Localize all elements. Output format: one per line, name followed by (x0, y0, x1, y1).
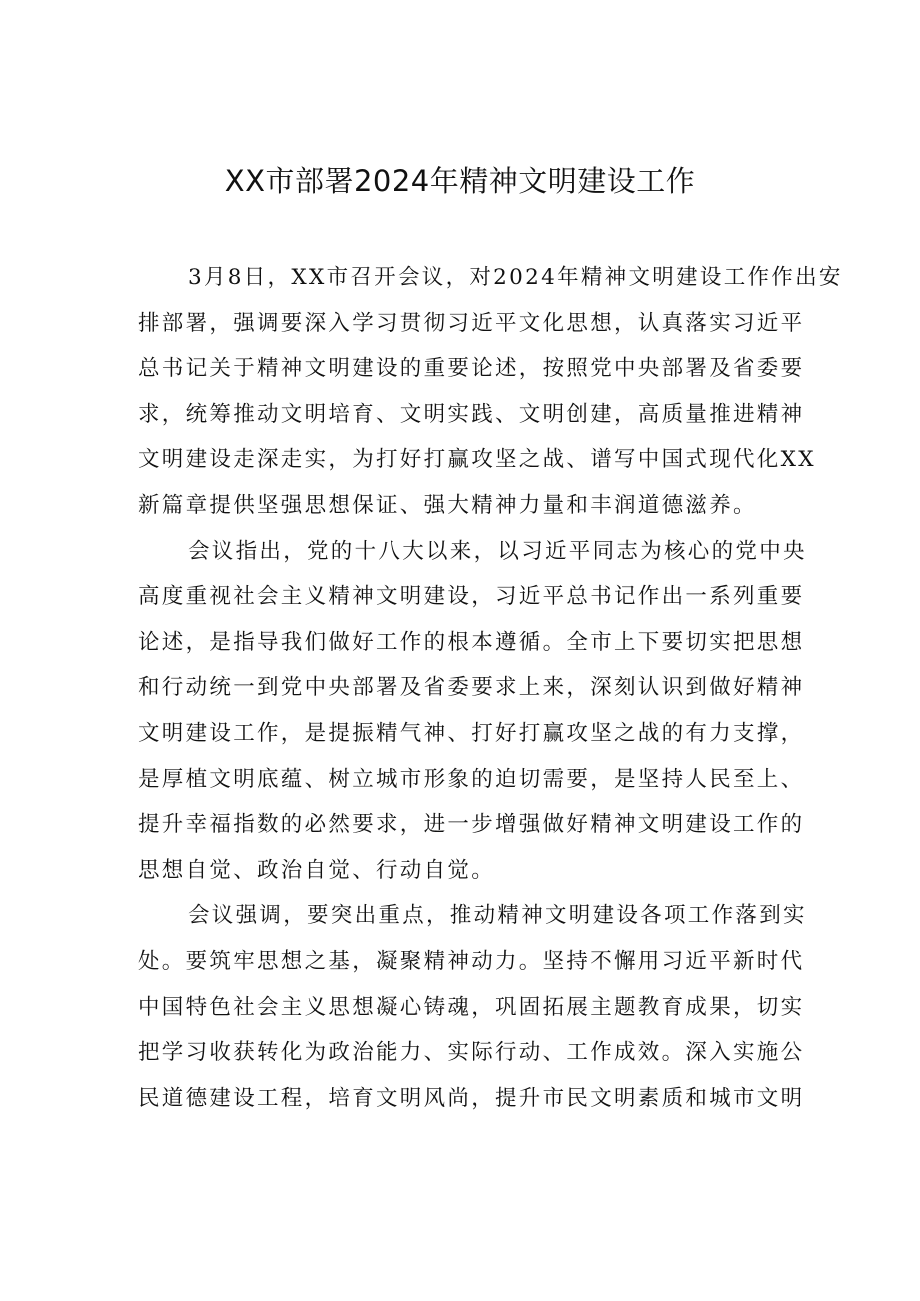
text-line: 和行动统一到党中央部署及省委要求上来，深刻认识到做好精神 (138, 675, 805, 701)
text-line: 论述，是指导我们做好工作的根本遵循。全市上下要切实把思想 (138, 629, 805, 655)
text-line: 会议强调，要突出重点，推动精神文明建设各项工作落到实 (188, 903, 807, 929)
text-line: 总书记关于精神文明建设的重要论述，按照党中央部署及省委要 (138, 356, 805, 382)
text-line: 3月8日，XX市召开会议，对2024年精神文明建设工作作出安 (188, 265, 843, 290)
text-line: 求，统筹推动文明培育、文明实践、文明创建，高质量推进精神 (138, 401, 805, 427)
text-line: 高度重视社会主义精神文明建设，习近平总书记作出一系列重要 (138, 584, 805, 610)
text-line: 文明建设走深走实，为打好打赢攻坚之战、谱写中国式现代化XX (138, 447, 816, 473)
text-line: 中国特色社会主义思想凝心铸魂，巩固拓展主题教育成果，切实 (138, 994, 805, 1020)
document-body (138, 255, 843, 1121)
paragraph-1 (138, 255, 843, 529)
text-line: 会议指出，党的十八大以来，以习近平同志为核心的党中央 (188, 538, 807, 564)
paragraph-2 (138, 529, 807, 894)
text-line: 思想自觉、政治自觉、行动自觉。 (138, 857, 496, 883)
text-line: 民道德建设工程，培育文明风尚，提升市民文明素质和城市文明 (138, 1085, 805, 1111)
paragraph-3 (138, 893, 807, 1121)
document-title: XX市部署2024年精神文明建设工作 (224, 164, 696, 198)
text-line: 提升幸福指数的必然要求，进一步增强做好精神文明建设工作的 (138, 812, 805, 838)
text-line: 处。要筑牢思想之基，凝聚精神动力。坚持不懈用习近平新时代 (138, 948, 805, 974)
text-line: 是厚植文明底蕴、树立城市形象的迫切需要，是坚持人民至上、 (138, 766, 805, 792)
text-line: 新篇章提供坚强思想保证、强大精神力量和丰润道德滋养。 (138, 492, 757, 518)
text-line: 文明建设工作，是提振精气神、打好打赢攻坚之战的有力支撑， (138, 720, 805, 746)
text-line: 排部署，强调要深入学习贯彻习近平文化思想，认真落实习近平 (138, 310, 805, 336)
text-line: 把学习收获转化为政治能力、实际行动、工作成效。深入实施公 (138, 1040, 805, 1066)
